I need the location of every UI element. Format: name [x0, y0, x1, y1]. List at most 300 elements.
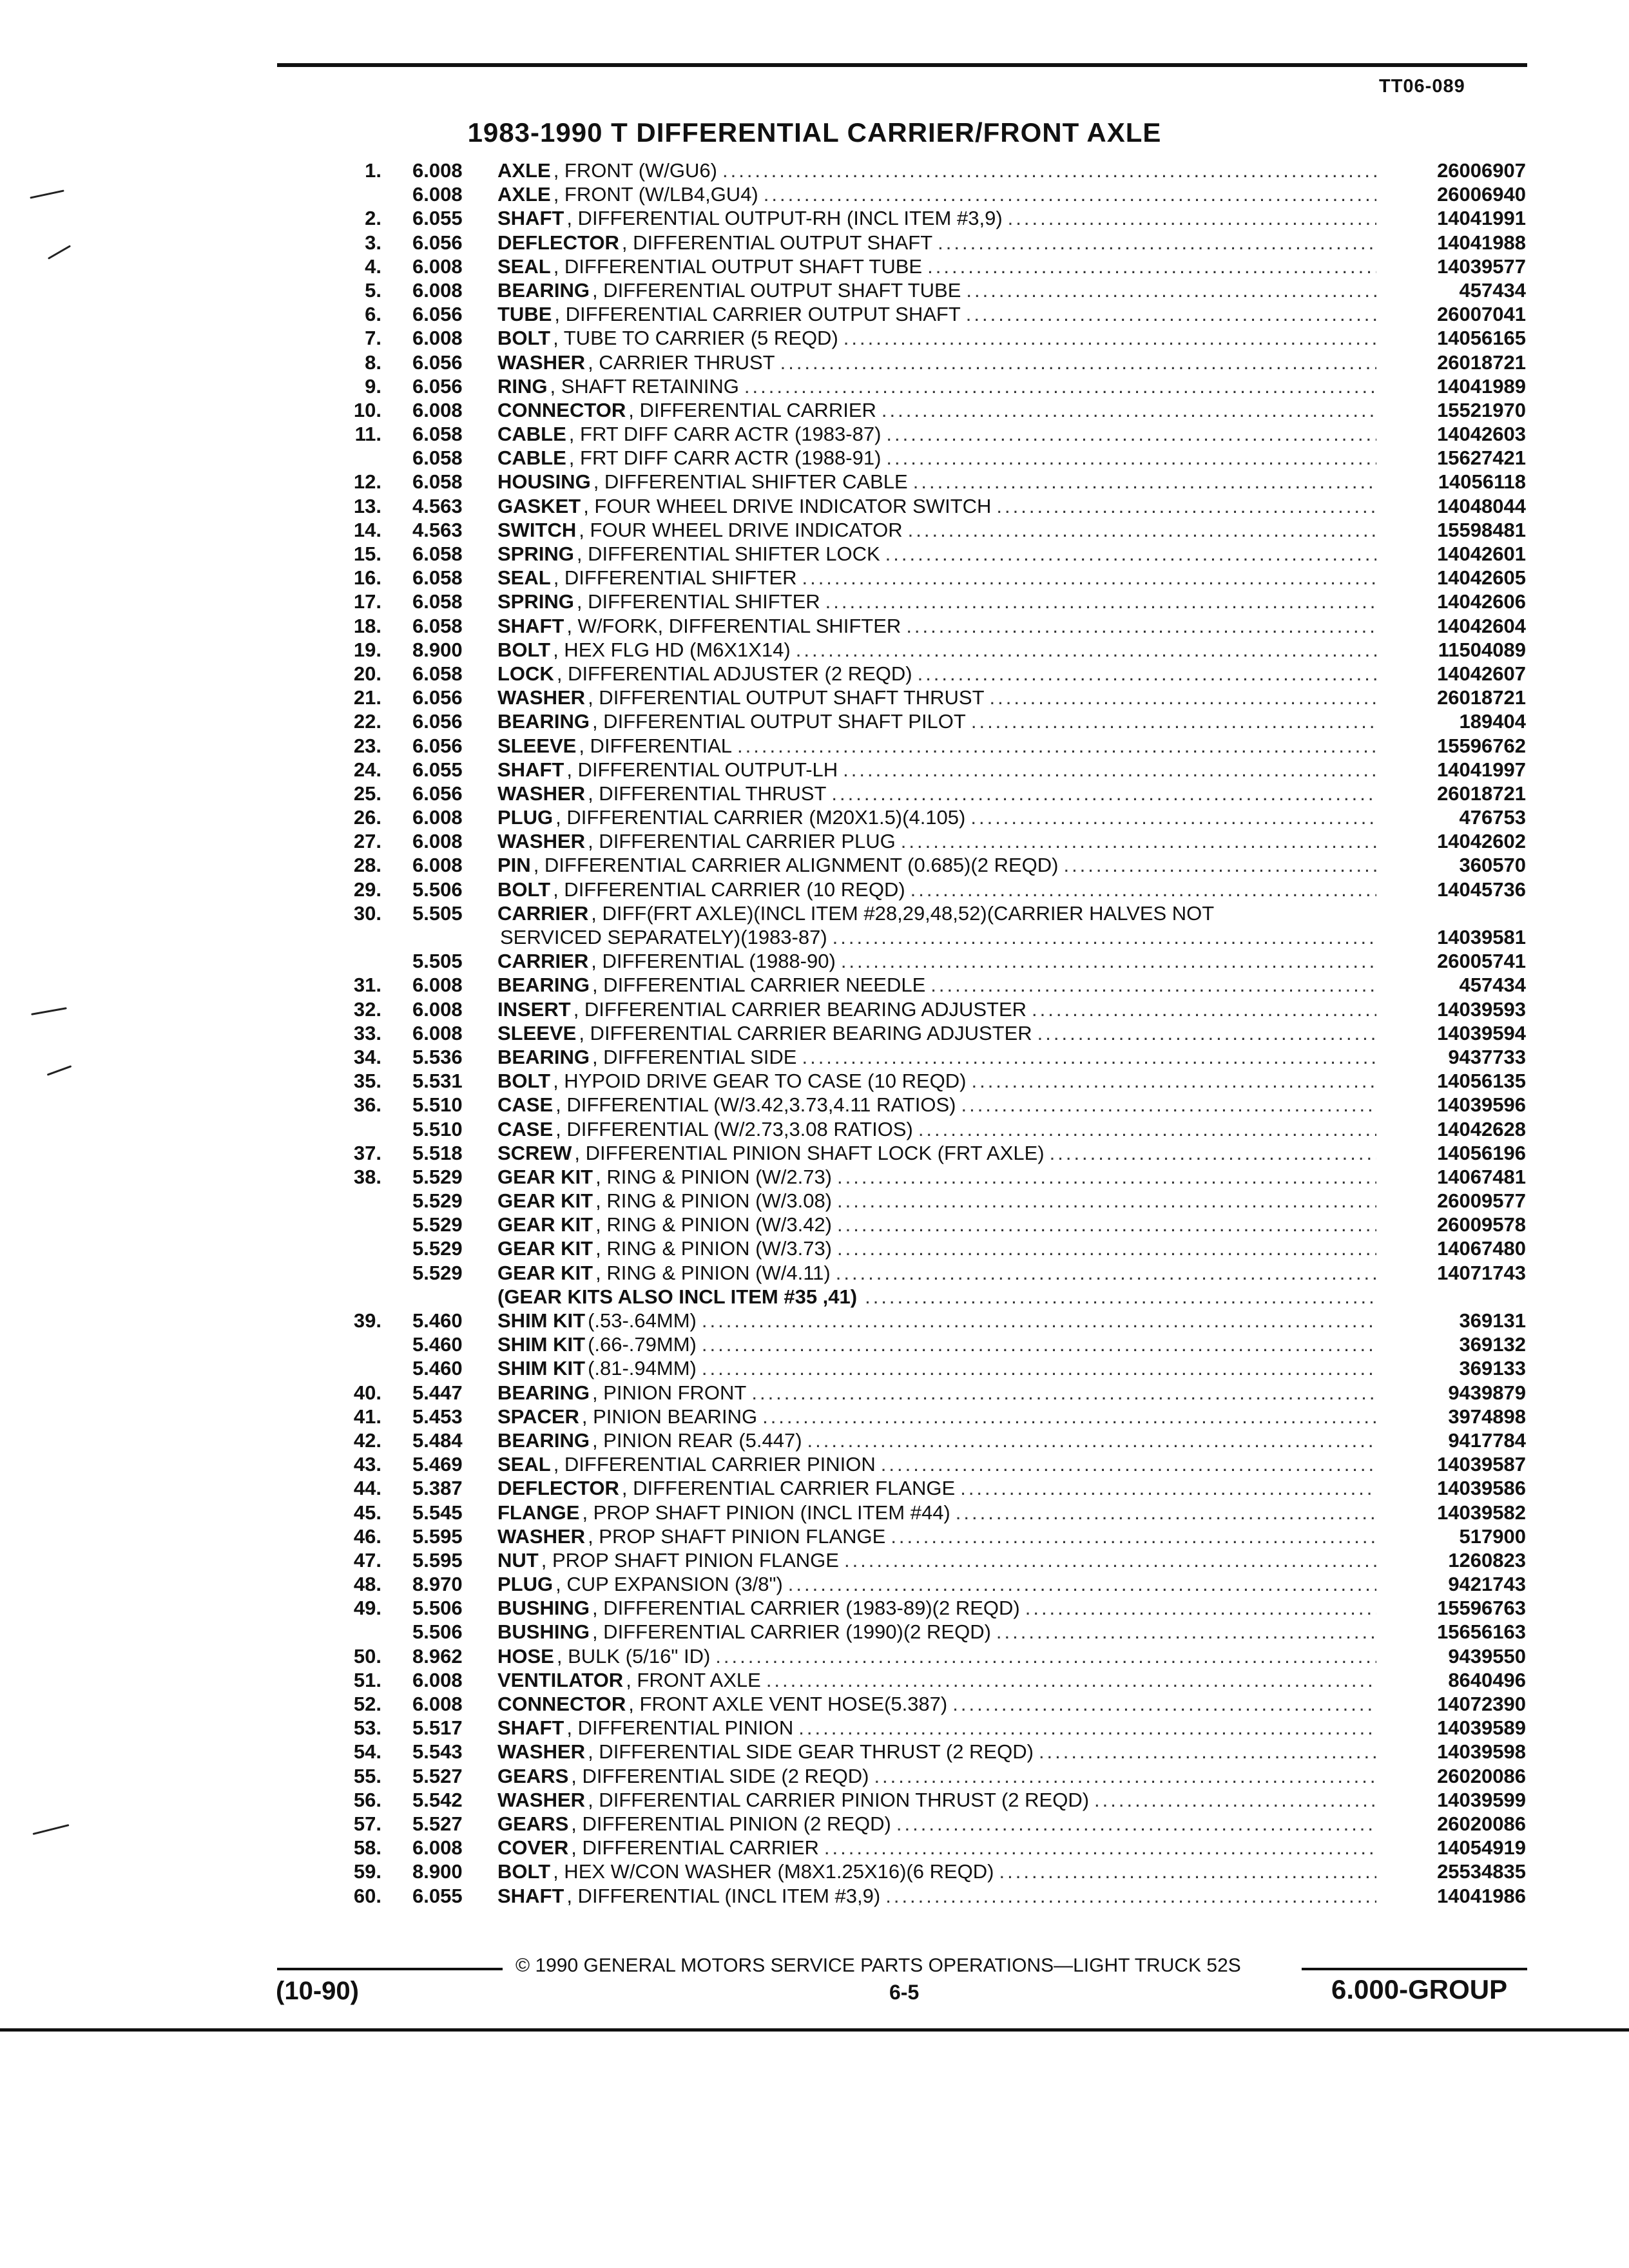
- part-description: [497, 1285, 1376, 1309]
- part-description: [497, 758, 1376, 782]
- part-number: 9439550: [1448, 1644, 1526, 1667]
- part-detail: , DIFFERENTIAL CARRIER: [571, 1836, 819, 1860]
- part-detail: , PROP SHAFT PINION FLANGE: [588, 1524, 886, 1548]
- part-detail: , DIFFERENTIAL OUTPUT SHAFT TUBE: [553, 255, 923, 278]
- part-detail: , DIFFERENTIAL CARRIER (10 REQD): [553, 878, 905, 901]
- group-number: 5.517: [412, 1716, 463, 1740]
- item-number: 58.: [353, 1836, 381, 1860]
- part-detail: , RING & PINION (W/4.11): [595, 1261, 831, 1284]
- part-name: SPRING: [497, 543, 574, 565]
- part-row: [0, 494, 1629, 518]
- item-number: 50.: [353, 1644, 381, 1667]
- part-detail: , DIFFERENTIAL CARRIER (M20X1.5)(4.105): [555, 806, 966, 829]
- part-row: [0, 1884, 1629, 1908]
- part-number: 360570: [1459, 854, 1526, 877]
- part-name: TUBE: [497, 303, 552, 326]
- leader-dots: [925, 973, 1376, 997]
- part-description: [497, 1405, 1376, 1428]
- part-detail: , DIFFERENTIAL THRUST: [588, 782, 827, 805]
- part-name: BEARING: [497, 278, 590, 302]
- part-row: [0, 1117, 1629, 1141]
- leader-dots: [819, 1836, 1376, 1860]
- part-description: [497, 1045, 1376, 1069]
- part-row: [0, 997, 1629, 1021]
- part-description: [497, 1356, 1376, 1380]
- leader-dots: [956, 1093, 1376, 1117]
- leader-dots: [912, 662, 1376, 686]
- part-row: [0, 925, 1629, 949]
- group-number: 5.469: [412, 1453, 463, 1476]
- part-name: WASHER: [497, 830, 586, 853]
- part-description: [497, 1716, 1376, 1740]
- item-number: 21.: [353, 686, 381, 709]
- part-description: [497, 1860, 1376, 1883]
- item-number: 30.: [353, 901, 381, 925]
- part-name: AXLE: [497, 183, 551, 206]
- item-number: 55.: [353, 1764, 381, 1787]
- group-number: 6.008: [412, 398, 463, 421]
- item-number: 49.: [353, 1597, 381, 1620]
- part-row: [0, 446, 1629, 470]
- item-number: 1.: [365, 159, 381, 182]
- group-number: 6.008: [412, 830, 463, 853]
- item-number: 34.: [353, 1045, 381, 1068]
- item-number: 17.: [353, 590, 381, 613]
- part-row: [0, 878, 1629, 901]
- part-description: [497, 949, 1376, 973]
- leader-dots: [966, 1069, 1376, 1093]
- part-name: HOUSING: [497, 470, 591, 494]
- part-name: BOLT: [497, 1860, 551, 1883]
- part-name: HOSE: [497, 1644, 554, 1667]
- part-row: [0, 1740, 1629, 1763]
- group-number: 6.056: [412, 734, 463, 757]
- part-row: [0, 1261, 1629, 1285]
- part-description: [497, 351, 1376, 374]
- part-name: BEARING: [497, 1428, 590, 1452]
- leader-dots: [832, 1189, 1376, 1213]
- group-number: 6.008: [412, 1693, 463, 1715]
- part-name: GEAR KIT: [497, 1261, 593, 1284]
- item-number: 3.: [365, 231, 381, 254]
- leader-dots: [880, 1884, 1376, 1908]
- part-name: GEAR KIT: [497, 1189, 593, 1213]
- part-description: [497, 782, 1376, 805]
- part-detail: , HYPOID DRIVE GEAR TO CASE (10 REQD): [553, 1070, 967, 1093]
- part-detail: , W/FORK, DIFFERENTIAL SHIFTER: [566, 614, 901, 637]
- part-detail: , DIFFERENTIAL CARRIER FLANGE: [621, 1477, 956, 1500]
- group-number: 6.008: [412, 1836, 463, 1860]
- part-number: 14042602: [1437, 830, 1526, 853]
- part-description: [497, 182, 1376, 206]
- group-number: 5.387: [412, 1477, 463, 1500]
- part-description: [497, 1740, 1376, 1763]
- part-description: [497, 1596, 1376, 1620]
- item-number: 33.: [353, 1021, 381, 1044]
- part-detail: , DIFFERENTIAL OUTPUT-RH (INCL ITEM #3,9): [566, 207, 1003, 230]
- part-row: [0, 1788, 1629, 1812]
- part-number: 26018721: [1437, 782, 1526, 805]
- leader-dots: [1089, 1788, 1376, 1812]
- part-name: SHAFT: [497, 1716, 564, 1740]
- part-row: [0, 566, 1629, 590]
- leader-dots: [839, 1548, 1376, 1572]
- part-number: 15596762: [1437, 734, 1526, 757]
- part-number: 9437733: [1448, 1045, 1526, 1068]
- part-name: PLUG: [497, 806, 554, 829]
- group-number: 6.055: [412, 758, 463, 781]
- group-number: 6.055: [412, 1884, 463, 1907]
- group-number: 6.058: [412, 470, 463, 494]
- part-detail: , PROP SHAFT PINION (INCL ITEM #44): [582, 1501, 950, 1524]
- part-detail: , HEX FLG HD (M6X1X14): [553, 638, 791, 661]
- part-number: 476753: [1459, 806, 1526, 829]
- copyright-line: © 1990 GENERAL MOTORS SERVICE PARTS OPERATIONS—LIGHT TRUCK 52S: [516, 1955, 1241, 1976]
- leader-dots: [901, 614, 1376, 638]
- group-number: 6.056: [412, 351, 463, 374]
- group-number: 6.058: [412, 614, 463, 637]
- group-number: 6.008: [412, 854, 463, 877]
- part-detail: , DIFFERENTIAL SIDE: [592, 1045, 797, 1068]
- leader-dots: [827, 925, 1376, 949]
- part-detail: , FOUR WHEEL DRIVE INDICATOR SWITCH: [583, 494, 992, 517]
- part-description: [497, 1644, 1376, 1668]
- part-row: [0, 709, 1629, 733]
- group-number: 6.008: [412, 255, 463, 278]
- part-detail: , FRONT AXLE VENT HOSE(5.387): [628, 1693, 948, 1715]
- part-description: [497, 590, 1376, 613]
- part-number: 517900: [1459, 1524, 1526, 1548]
- part-description: [497, 302, 1376, 326]
- part-detail: , PINION BEARING: [581, 1405, 758, 1428]
- leader-dots: [1034, 1740, 1376, 1763]
- part-number: 9417784: [1448, 1428, 1526, 1452]
- part-number: 15521970: [1437, 398, 1526, 421]
- part-description: [497, 709, 1376, 733]
- item-number: 7.: [365, 327, 381, 350]
- group-number: 6.008: [412, 159, 463, 182]
- part-row: [0, 326, 1629, 350]
- part-row: [0, 805, 1629, 829]
- part-name: CASE: [497, 1093, 554, 1117]
- part-detail: , FRONT (W/GU6): [553, 159, 717, 182]
- part-description: [497, 566, 1376, 590]
- part-number: 26020086: [1437, 1764, 1526, 1787]
- part-detail: , DIFFERENTIAL SIDE (2 REQD): [571, 1764, 869, 1787]
- part-name: COVER: [497, 1836, 569, 1860]
- item-number: 11.: [354, 423, 381, 446]
- part-number: 26006907: [1437, 159, 1526, 182]
- leader-dots: [1045, 1141, 1376, 1165]
- part-number: 15656163: [1437, 1620, 1526, 1644]
- part-row: [0, 1476, 1629, 1500]
- part-row: [0, 1428, 1629, 1452]
- part-row: [0, 1812, 1629, 1836]
- item-number: 59.: [353, 1860, 381, 1883]
- part-detail: , DIFFERENTIAL SIDE GEAR THRUST (2 REQD): [588, 1740, 1034, 1763]
- part-name: SHIM KIT: [497, 1357, 586, 1380]
- part-row: [0, 1189, 1629, 1213]
- leader-dots: [832, 1213, 1376, 1236]
- part-number: 14039599: [1437, 1788, 1526, 1811]
- part-row: [0, 1069, 1629, 1093]
- part-description: [497, 446, 1376, 470]
- part-detail: , RING & PINION (W/3.73): [595, 1237, 833, 1260]
- part-number: 26005741: [1437, 950, 1526, 973]
- group-number: 5.453: [412, 1405, 463, 1428]
- parts-list: [0, 159, 1629, 1908]
- part-number: 14042603: [1437, 423, 1526, 446]
- part-description: [497, 1764, 1376, 1788]
- part-description: [497, 638, 1376, 662]
- group-number: 6.008: [412, 974, 463, 997]
- item-number: 29.: [353, 878, 381, 901]
- part-description: [497, 997, 1376, 1021]
- part-detail: , PINION FRONT: [592, 1381, 747, 1404]
- part-detail: , DIFFERENTIAL CARRIER OUTPUT SHAFT: [554, 303, 961, 326]
- leader-dots: [896, 829, 1376, 853]
- part-name: CARRIER: [497, 950, 589, 973]
- leader-dots: [1020, 1596, 1376, 1620]
- part-name: INSERT: [497, 997, 571, 1021]
- part-detail: , RING & PINION (W/2.73): [595, 1165, 833, 1188]
- part-description: [497, 901, 1214, 925]
- part-number: 369132: [1459, 1333, 1526, 1356]
- group-number: 6.008: [412, 1668, 463, 1691]
- part-row: [0, 398, 1629, 422]
- part-row: [0, 302, 1629, 326]
- leader-dots: [947, 1692, 1376, 1716]
- part-description: [497, 1213, 1376, 1236]
- group-number: 5.460: [412, 1357, 463, 1380]
- part-description: [497, 853, 1376, 877]
- part-row: [0, 1285, 1629, 1309]
- leader-dots: [885, 1524, 1376, 1548]
- part-number: 11504089: [1438, 638, 1526, 661]
- part-number: 14054919: [1437, 1836, 1526, 1860]
- group-number: 5.527: [412, 1812, 463, 1835]
- leader-dots: [838, 758, 1376, 782]
- part-row: [0, 1692, 1629, 1716]
- part-row: [0, 1213, 1629, 1236]
- part-number: 14042601: [1437, 543, 1526, 565]
- group-number: 5.447: [412, 1381, 463, 1404]
- group-number: 6.058: [412, 566, 463, 590]
- leader-dots: [876, 1452, 1376, 1476]
- leader-dots: [761, 1668, 1376, 1692]
- part-name: SHAFT: [497, 207, 564, 230]
- leader-dots: [717, 159, 1376, 182]
- part-detail: , DIFFERENTIAL SHIFTER CABLE: [593, 470, 908, 494]
- part-row: [0, 662, 1629, 686]
- footer-rule-left: [277, 1968, 503, 1970]
- leader-dots: [758, 182, 1376, 206]
- part-number: 14041988: [1437, 231, 1526, 254]
- part-detail: , RING & PINION (W/3.42): [595, 1213, 833, 1236]
- part-detail: , FOUR WHEEL DRIVE INDICATOR: [579, 518, 903, 541]
- part-description: [497, 494, 1376, 518]
- group-number: 6.055: [412, 207, 463, 230]
- part-name: WASHER: [497, 782, 586, 805]
- part-name: WASHER: [497, 1788, 586, 1811]
- group-number: 6.058: [412, 662, 463, 685]
- item-number: 32.: [353, 997, 381, 1021]
- part-detail: , DIFFERENTIAL OUTPUT-LH: [566, 758, 838, 781]
- part-name: NUT: [497, 1548, 539, 1571]
- part-detail: , DIFFERENTIAL CARRIER: [628, 398, 876, 421]
- group-number: 5.536: [412, 1045, 463, 1068]
- leader-dots: [775, 351, 1376, 374]
- part-number: 14041997: [1437, 758, 1526, 781]
- part-name: GEARS: [497, 1764, 569, 1787]
- group-number: 4.563: [412, 494, 463, 517]
- part-description: [497, 1548, 1376, 1572]
- part-detail: , RING & PINION (W/3.08): [595, 1189, 833, 1213]
- part-description: [497, 1668, 1376, 1692]
- part-description: [497, 422, 1376, 446]
- leader-dots: [1027, 997, 1376, 1021]
- leader-dots: [710, 1644, 1376, 1668]
- part-row: [0, 1141, 1629, 1165]
- part-number: 189404: [1459, 710, 1526, 733]
- item-number: 13.: [353, 494, 381, 517]
- part-number: 26009577: [1437, 1189, 1526, 1213]
- part-description: [497, 805, 1376, 829]
- group-number: 5.518: [412, 1141, 463, 1164]
- item-number: 6.: [365, 303, 381, 326]
- part-detail: , FRONT AXLE: [626, 1668, 761, 1691]
- item-number: 51.: [353, 1668, 381, 1691]
- part-row: [0, 590, 1629, 613]
- item-number: 25.: [353, 782, 381, 805]
- part-number: 457434: [1459, 974, 1526, 997]
- part-number: 14067481: [1437, 1165, 1526, 1188]
- part-row: [0, 278, 1629, 302]
- part-row: [0, 1405, 1629, 1428]
- part-number: 14042606: [1437, 590, 1526, 613]
- part-description: [497, 1836, 1376, 1860]
- part-description: [497, 686, 1376, 709]
- leader-dots: [838, 326, 1376, 350]
- part-detail: , SHAFT RETAINING: [550, 374, 739, 398]
- part-name: CABLE: [497, 447, 566, 470]
- part-row: [0, 159, 1629, 182]
- leader-dots: [922, 255, 1376, 278]
- part-number: 9439879: [1448, 1381, 1526, 1404]
- part-name: (GEAR KITS ALSO INCL ITEM #35 ,41): [497, 1285, 858, 1308]
- part-row: [0, 1596, 1629, 1620]
- part-detail: , PROP SHAFT PINION FLANGE: [541, 1548, 839, 1571]
- part-number: 14041989: [1437, 374, 1526, 398]
- part-number: 26006940: [1437, 183, 1526, 206]
- part-description: [497, 231, 1376, 255]
- part-row: [0, 1332, 1629, 1356]
- part-detail: , DIFFERENTIAL OUTPUT SHAFT: [621, 231, 933, 254]
- part-detail: (.66-.79MM): [588, 1333, 697, 1356]
- part-number: 14048044: [1437, 494, 1526, 517]
- part-description: [497, 206, 1376, 230]
- part-number: 14039598: [1437, 1740, 1526, 1763]
- part-number: 14045736: [1437, 878, 1526, 901]
- item-number: 35.: [353, 1070, 381, 1093]
- group-number: 5.545: [412, 1501, 463, 1524]
- part-name: DEFLECTOR: [497, 1477, 619, 1500]
- leader-dots: [950, 1501, 1376, 1524]
- part-detail: , DIFFERENTIAL: [579, 734, 733, 757]
- leader-dots: [908, 470, 1376, 494]
- leader-dots: [732, 734, 1376, 758]
- group-number: 5.529: [412, 1237, 463, 1260]
- part-name: GEAR KIT: [497, 1237, 593, 1260]
- part-name: BEARING: [497, 974, 590, 997]
- leader-dots: [880, 542, 1376, 566]
- group-number: 6.008: [412, 806, 463, 829]
- part-row: [0, 614, 1629, 638]
- part-number: 369133: [1459, 1357, 1526, 1380]
- group-number: 5.595: [412, 1524, 463, 1548]
- part-detail: SERVICED SEPARATELY)(1983-87): [500, 926, 827, 948]
- part-name: BOLT: [497, 327, 551, 350]
- footer-rule-right: [1302, 1968, 1527, 1970]
- leader-dots: [826, 782, 1376, 805]
- part-number: 14042607: [1437, 662, 1526, 685]
- part-name: SLEEVE: [497, 734, 577, 757]
- leader-dots: [966, 709, 1376, 733]
- part-detail: , DIFFERENTIAL CARRIER BEARING ADJUSTER: [579, 1021, 1032, 1044]
- part-description: [497, 878, 1376, 901]
- part-detail: , DIFFERENTIAL (W/2.73,3.08 RATIOS): [555, 1117, 913, 1140]
- bottom-rule: [0, 2028, 1629, 2032]
- part-description: [497, 829, 1376, 853]
- part-number: 15598481: [1437, 518, 1526, 541]
- part-name: SHAFT: [497, 758, 564, 781]
- part-description: [497, 470, 1376, 494]
- item-number: 48.: [353, 1573, 381, 1596]
- part-description: [497, 1452, 1376, 1476]
- part-detail: , CARRIER THRUST: [588, 351, 775, 374]
- group-number: 5.529: [412, 1165, 463, 1188]
- part-number: 9421743: [1448, 1573, 1526, 1596]
- part-name: SHAFT: [497, 614, 564, 637]
- part-name: AXLE: [497, 159, 551, 182]
- part-number: 15627421: [1437, 447, 1526, 470]
- group-number: 5.506: [412, 1620, 463, 1644]
- leader-dots: [1003, 206, 1376, 230]
- part-description: [497, 973, 1376, 997]
- item-number: 44.: [353, 1477, 381, 1500]
- part-name: RING: [497, 374, 548, 398]
- leader-dots: [932, 231, 1376, 255]
- part-row: [0, 255, 1629, 278]
- part-number: 14042605: [1437, 566, 1526, 590]
- part-row: [0, 973, 1629, 997]
- part-name: DEFLECTOR: [497, 231, 619, 254]
- part-name: GEARS: [497, 1812, 569, 1835]
- leader-dots: [905, 878, 1376, 901]
- group-number: 5.529: [412, 1261, 463, 1284]
- part-number: 14039587: [1437, 1453, 1526, 1476]
- page-title: 1983-1990 T DIFFERENTIAL CARRIER/FRONT AXLE: [467, 117, 1162, 148]
- part-name: CASE: [497, 1117, 554, 1140]
- group-number: 4.563: [412, 518, 463, 541]
- part-number: 14039586: [1437, 1477, 1526, 1500]
- group-number: 5.543: [412, 1740, 463, 1763]
- item-number: 15.: [353, 543, 381, 565]
- item-number: 23.: [353, 734, 381, 757]
- part-name: VENTILATOR: [497, 1668, 624, 1691]
- part-description: [497, 1189, 1376, 1213]
- item-number: 4.: [365, 255, 381, 278]
